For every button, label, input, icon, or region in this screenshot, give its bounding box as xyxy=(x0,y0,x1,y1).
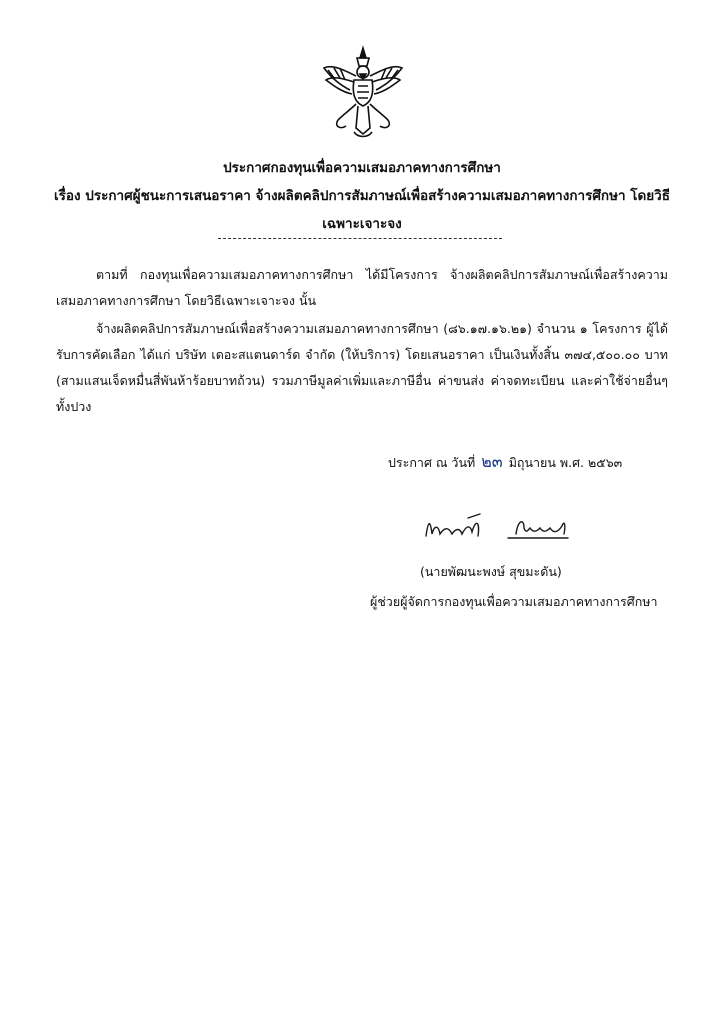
announcement-subject: เรื่อง ประกาศผู้ชนะการเสนอราคา จ้างผลิตคลิปการสัมภาษณ์เพื่อสร้างความเสมอภาคทางการศึกษา โดยวิธี xyxy=(54,188,670,204)
handwritten-signature xyxy=(408,508,608,548)
body-paragraph-2: จ้างผลิตคลิปการสัมภาษณ์เพื่อสร้างความเสมอภาคทางการศึกษา (๘๖.๑๗.๑๖.๒๑) จำนวน ๑ โครงการ ผู้ได้รับการคัดเลือก ได้แก่ บริษัท เดอะสแตนดาร์ด จำกัด (ให้บริการ) โดยเสนอราคา เป็นเงินทั้งสิ้น ๓๗๔,๕๐๐.๐๐ บาท (สามแสนเจ็ดหมื่นสี่พันห้าร้อยบาทถ้วน) รวมภาษีมูลค่าเพิ่มและภาษีอื่น ค่าขนส่ง ค่าจดทะเบียน และค่าใช้จ่ายอื่นๆ ทั้งปวง xyxy=(56,321,668,414)
garuda-emblem-icon xyxy=(320,44,406,140)
announcement-date xyxy=(388,452,688,473)
date-day: ๒๓ xyxy=(481,452,503,471)
signer-name: (นายพัฒนะพงษ์ สุขมะดัน) xyxy=(420,564,562,579)
announcement-title: ประกาศกองทุนเพื่อความเสมอภาคทางการศึกษา xyxy=(223,160,501,176)
signer-position: ผู้ช่วยผู้จัดการกองทุนเพื่อความเสมอภาคทางการศึกษา xyxy=(370,594,658,609)
announcement-subject-continued: เฉพาะเจาะจง xyxy=(322,216,402,232)
title-divider xyxy=(218,238,502,239)
date-prefix: ประกาศ ณ วันที่ xyxy=(388,455,476,470)
body-paragraph-1: ตามที่ กองทุนเพื่อความเสมอภาคทางการศึกษา ได้มีโครงการ จ้างผลิตคลิปการสัมภาษณ์เพื่อสร้างความเสมอภาคทางการศึกษา โดยวิธีเฉพาะเจาะจง นั้น xyxy=(56,267,668,308)
date-month-year: มิถุนายน พ.ศ. ๒๕๖๓ xyxy=(508,455,623,470)
